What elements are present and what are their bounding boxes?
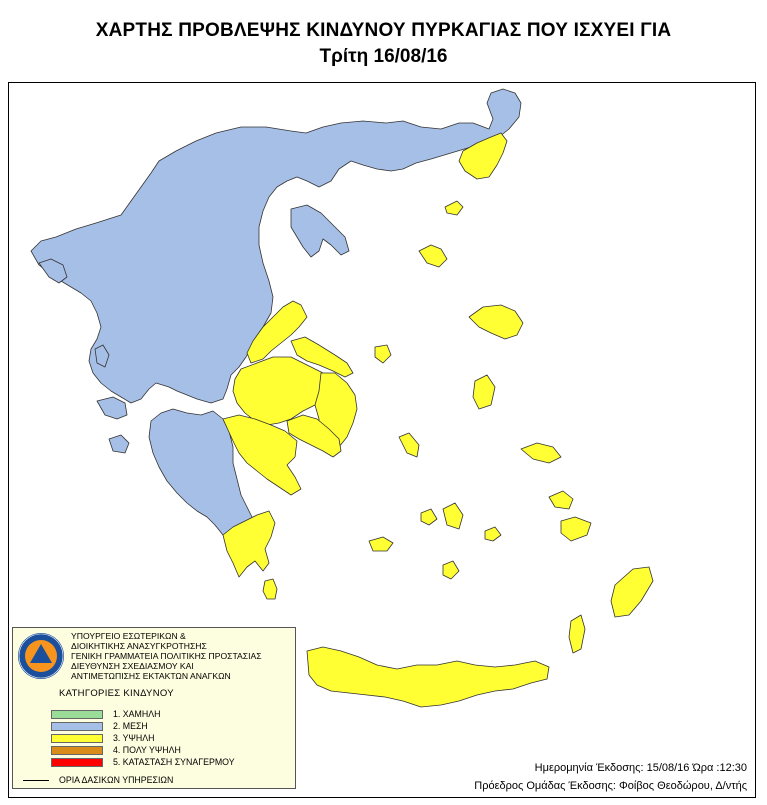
region-kythira [263,579,277,599]
region-leros-patmos [561,517,591,541]
boundary-line-icon [23,780,49,781]
legend-label-emergency: 5. ΚΑΤΑΣΤΑΣΗ ΣΥΝΑΓΕΡΜΟΥ [113,757,235,767]
region-central-greece-east [233,357,331,425]
legend-panel [12,627,296,789]
region-zakynthos [109,435,129,453]
legend-label-high: 3. ΥΨΗΛΗ [113,733,155,743]
region-ikaria-samos [521,443,561,463]
civil-protection-logo-icon [17,632,65,680]
region-santorini-ios [443,561,459,579]
region-naxos [443,503,463,529]
org-line-2: ΔΙΟΙΚΗΤΙΚΗΣ ΑΝΑΣΥΓΚΡΟΤΗΣΗΣ [71,641,207,651]
legend-label-boundary: ΟΡΙΑ ΔΑΣΙΚΩΝ ΥΠΗΡΕΣΙΩΝ [59,775,174,785]
region-andros-tinos [399,433,419,457]
map-title: ΧΑΡΤΗΣ ΠΡΟΒΛΕΨΗΣ ΚΙΝΔΥΝΟΥ ΠΥΡΚΑΓΙΑΣ ΠΟΥ ΙΣΧΥΕΙ ΓΙΑ [95,20,672,41]
issue-date-time: Ημερομηνία Έκδοσης: 15/08/16 Ώρα :12:30 [534,762,747,774]
region-paros [421,509,437,525]
region-kefalonia [97,397,127,419]
legend-swatch-medium [51,722,103,731]
region-limnos [419,245,447,267]
map-date-subtitle: Τρίτη 16/08/16 [319,46,448,67]
legend-swatch-low [51,710,103,719]
region-crete [307,647,549,707]
legend-label-very-high: 4. ΠΟΛΥ ΥΨΗΛΗ [113,745,181,755]
legend-swatch-very-high [51,746,103,755]
issue-group-president: Πρόεδρος Ομάδας Έκδοσης: Φοίβος Θεοδώρου, Δ/ντής [474,780,747,792]
region-samothraki [445,201,463,215]
region-rhodes [611,567,653,617]
risk-categories-title: ΚΑΤΗΓΟΡΙΕΣ ΚΙΝΔΥΝΟΥ [59,688,174,699]
region-kos-kalymnos [549,491,573,509]
org-line-3: ΓΕΝΙΚΗ ΓΡΑΜΜΑΤΕΙΑ ΠΟΛΙΤΙΚΗΣ ΠΡΟΣΤΑΣΙΑΣ [71,651,262,661]
region-karpathos [569,615,585,653]
legend-label-medium: 2. ΜΕΣΗ [113,721,148,731]
org-line-5: ΑΝΤΙΜΕΤΩΠΙΣΗΣ ΕΚΤΑΚΤΩΝ ΑΝΑΓΚΩΝ [71,671,231,681]
region-lesvos [469,305,523,339]
legend-swatch-emergency [51,758,103,767]
region-skyros [375,345,391,363]
region-milos [369,537,393,551]
region-chios [473,375,495,409]
org-line-4: ΔΙΕΥΘΥΝΣΗ ΣΧΕΔΙΑΣΜΟΥ ΚΑΙ [71,661,194,671]
region-amorgos [485,527,501,541]
region-chalkidiki [291,205,349,257]
org-line-1: ΥΠΟΥΡΓΕΙΟ ΕΣΩΤΕΡΙΚΩΝ & [71,631,186,641]
legend-swatch-high [51,734,103,743]
legend-label-low: 1. ΧΑΜΗΛΗ [113,709,161,719]
